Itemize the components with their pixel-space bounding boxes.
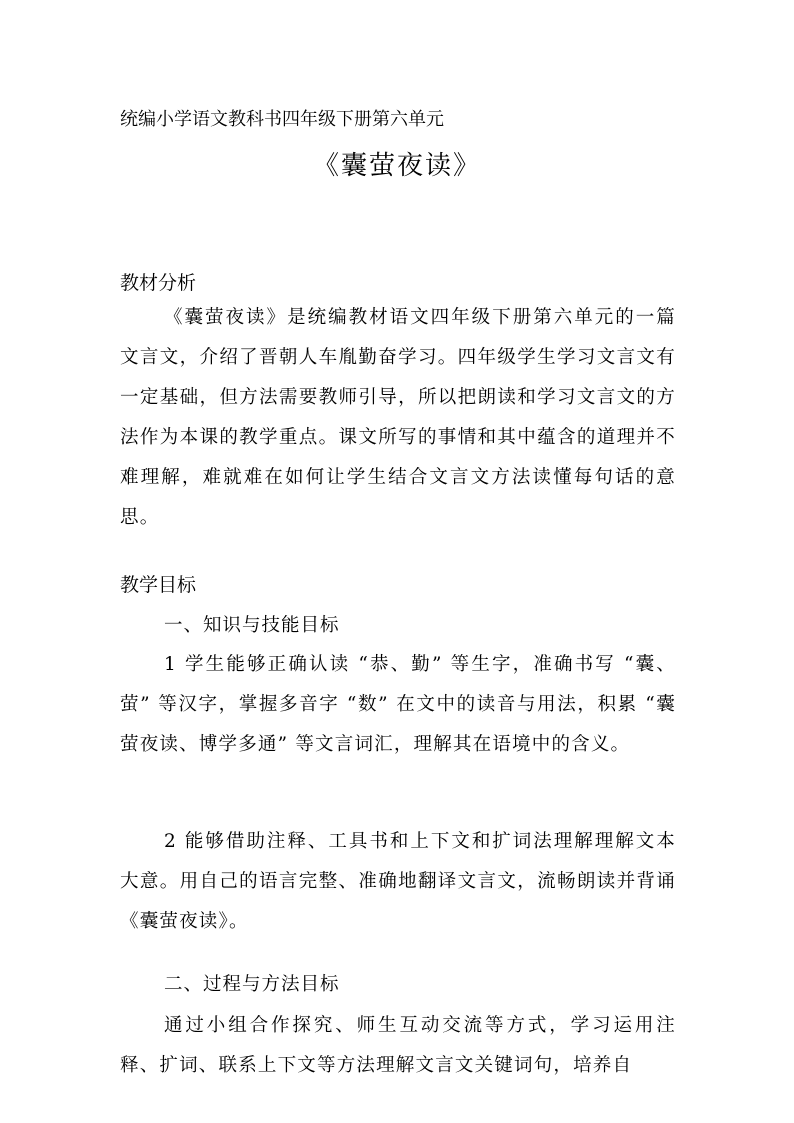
objective-item-2: 2 能够借助注释、工具书和上下文和扩词法理解理解文本大意。用自己的语言完整、准确地翻译文言文，流畅朗读并背诵《囊萤夜读》。 [120, 831, 676, 932]
section-heading-objectives: 教学目标 [120, 574, 197, 596]
analysis-paragraph: 《囊萤夜读》是统编教材语文四年级下册第六单元的一篇文言文，介绍了晋朝人车胤勤奋学习。四年级学生学习文言文有一定基础，但方法需要教师引导，所以把朗读和学习文言文的方法作为本课的教学重点。课文所写的事情和其中蕴含的道理并不难理解，难就难在如何让学生结合文言文方法读懂每句话的意思。 [120, 307, 676, 528]
objective-subheading-knowledge: 一、知识与技能目标 [164, 615, 340, 636]
objective-item-1: 1 学生能够正确认读 “恭、勤” 等生字，准确书写 “囊、萤” 等汉字，掌握多音字 “数” 在文中的读音与用法，积累 “囊萤夜读、博学多通” 等文言词汇，理解其在语境中的含义。 [120, 654, 676, 755]
section-heading-analysis: 教材分析 [120, 272, 197, 294]
document-title: 《囊萤夜读》 [312, 151, 481, 181]
objective-subheading-process: 二、过程与方法目标 [164, 974, 340, 995]
process-paragraph: 通过小组合作探究、师生互动交流等方式，学习运用注释、扩词、联系上下文等方法理解文言文关键词句，培养自 [120, 1015, 676, 1076]
document-subtitle: 统编小学语文教科书四年级下册第六单元 [120, 109, 444, 130]
